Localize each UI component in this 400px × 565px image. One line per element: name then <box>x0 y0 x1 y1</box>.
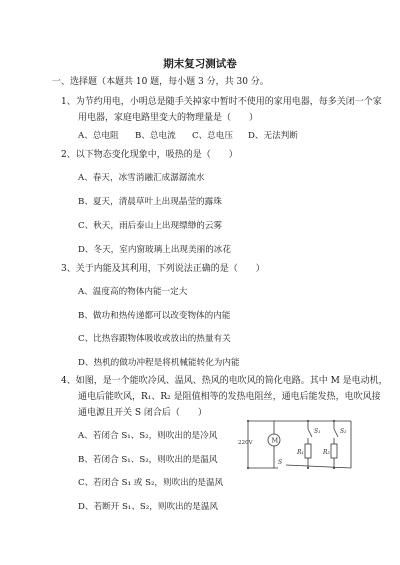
question-4-line-2: 通电后能吹风，R₁、R₂ 是阻值相等的发热电阻丝，通电后能发热，电吹风接 <box>78 392 381 402</box>
section-heading: 一、选择题（本题共 10 题，每小题 3 分，共 30 分。 <box>52 77 269 87</box>
question-1-option-b: B、总电流 <box>135 131 176 141</box>
page-title: 期末复习测试卷 <box>163 58 237 70</box>
question-1-option-a: A、总电阻 <box>78 131 119 141</box>
question-3-stem: 3、关于内能及其利用，下列说法正确的是（ ） <box>61 264 265 274</box>
question-4-option-c: C、若闭合 S₁ 或 S₂，则吹出的是温风 <box>78 478 224 488</box>
question-3-option-d: D、热机的做功冲程是将机械能转化为内能 <box>78 358 240 368</box>
question-1-option-c: C、总电压 <box>192 131 233 141</box>
question-4-option-a: A、若闭合 S₁、S₂，则吹出的是冷风 <box>78 431 218 441</box>
question-1-line-1: 1、为节约用电，小明总是随手关掉家中暂时不使用的家用电器，每多关闭一个家 <box>61 97 382 107</box>
question-2-option-d: D、冬天，室内窗玻璃上出现美丽的冰花 <box>78 245 231 255</box>
circuit-motor-label: M <box>271 436 279 445</box>
question-2-option-b: B、夏天，清晨草叶上出现晶莹的露珠 <box>78 197 222 207</box>
question-4-line-1: 4、如图，是一个能吹冷风、温风、热风的电吹风的简化电路。其中 M 是电动机， <box>61 376 388 386</box>
question-3-option-b: B、做功和热传递都可以改变物体的内能 <box>78 311 231 321</box>
circuit-switch-s1-label: S₁ <box>314 428 321 435</box>
question-1-option-d: D、无法判断 <box>248 131 298 141</box>
question-2-option-c: C、秋天，雨后泰山上出现缥缈的云雾 <box>78 221 223 231</box>
circuit-r2-label: R₂ <box>323 449 330 456</box>
question-3-option-a: A、温度高的物体内能一定大 <box>78 287 188 297</box>
circuit-switch-s2-label: S₂ <box>340 428 347 435</box>
question-4-option-d: D、若断开 S₁、S₂，则吹出的是温风 <box>78 502 219 512</box>
circuit-switch-s-label: S <box>278 459 283 466</box>
question-4-line-3: 通电源且开关 S 闭合后（ ） <box>78 408 207 418</box>
circuit-r1-label: R₁ <box>297 449 304 456</box>
question-1-line-2: 用电器，家庭电路里变大的物理量是（ ） <box>78 113 259 123</box>
question-3-option-c: C、比热容跟物体吸收或放出的热量有关 <box>78 334 231 344</box>
question-2-stem: 2、以下物态变化现象中，吸热的是（ ） <box>61 150 238 160</box>
question-4-option-b: B、若闭合 S₁、S₂，则吹出的是温风 <box>78 455 218 465</box>
circuit-voltage-label: 220V <box>238 440 253 446</box>
question-2-option-a: A、春天，冰雪消融汇成潺潺流水 <box>78 173 205 183</box>
circuit-diagram <box>238 417 358 473</box>
